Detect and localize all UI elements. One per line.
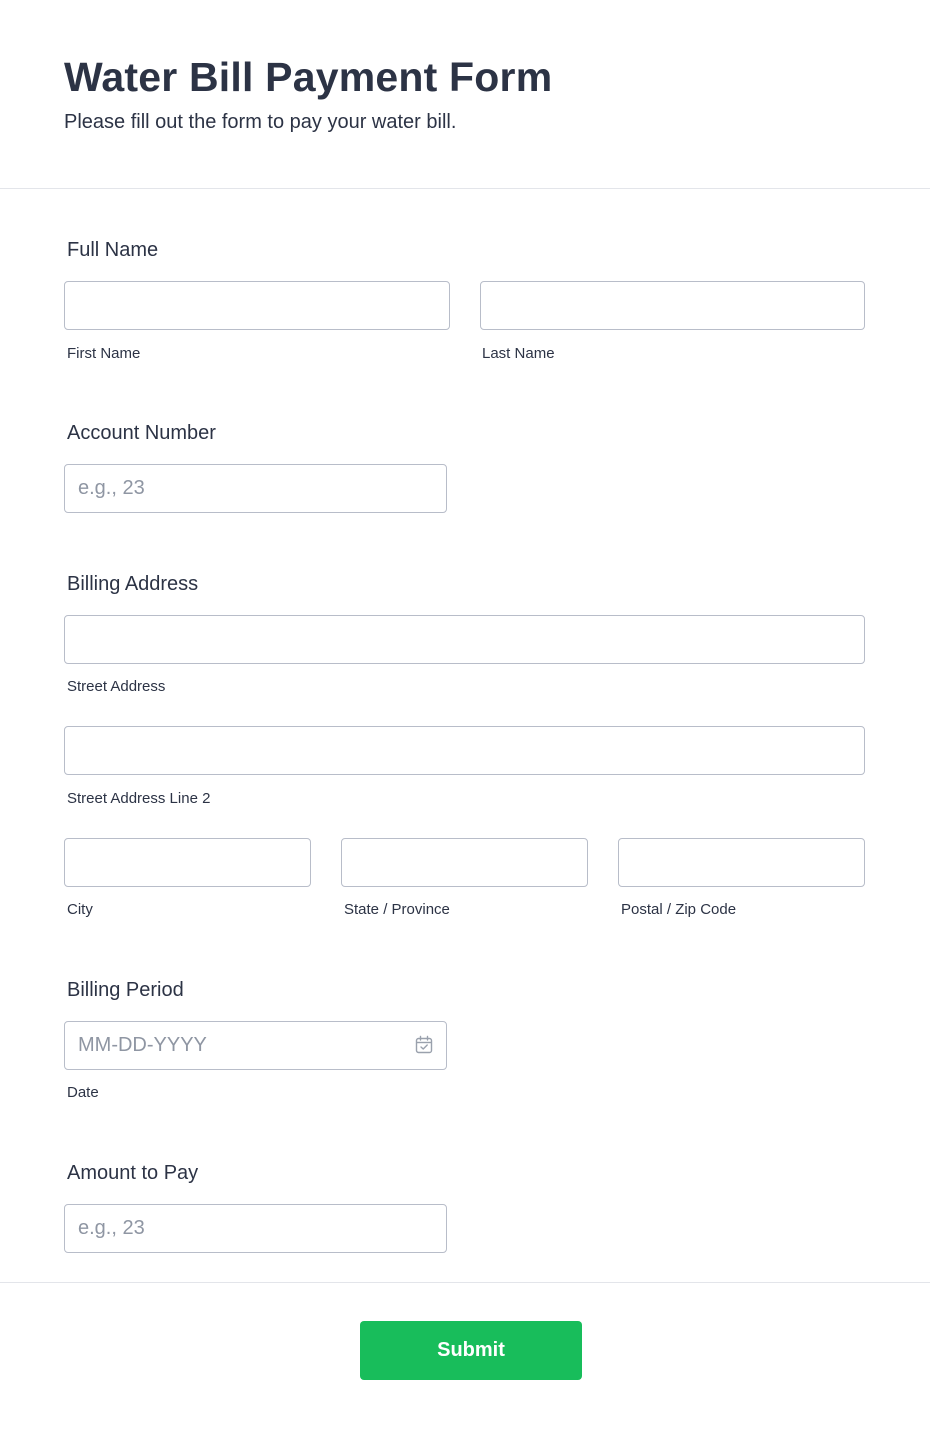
last-name-input[interactable]: [480, 281, 865, 330]
street-address-sublabel: Street Address: [67, 678, 166, 695]
amount-to-pay-label: Amount to Pay: [67, 1162, 199, 1184]
form-title: Water Bill Payment Form: [64, 54, 553, 100]
state-province-sublabel: State / Province: [344, 901, 450, 918]
first-name-sublabel: First Name: [67, 345, 141, 362]
first-name-input[interactable]: [64, 281, 450, 330]
street-address-line2-input[interactable]: [64, 726, 865, 775]
calendar-icon[interactable]: [414, 1035, 434, 1055]
street-address-line2-sublabel: Street Address Line 2: [67, 790, 211, 807]
last-name-sublabel: Last Name: [482, 345, 555, 362]
billing-address-label: Billing Address: [67, 573, 199, 595]
submit-button[interactable]: Submit: [360, 1321, 582, 1380]
street-address-input[interactable]: [64, 615, 865, 664]
billing-period-label: Billing Period: [67, 979, 184, 1001]
city-input[interactable]: [64, 838, 311, 887]
account-number-input[interactable]: [64, 464, 447, 513]
state-province-input[interactable]: [341, 838, 588, 887]
account-number-label: Account Number: [67, 422, 216, 444]
postal-zip-sublabel: Postal / Zip Code: [621, 901, 737, 918]
footer-divider: [0, 1282, 930, 1283]
form-header: [0, 0, 930, 189]
amount-input[interactable]: [64, 1204, 447, 1253]
date-sublabel: Date: [67, 1084, 99, 1101]
city-sublabel: City: [67, 901, 93, 918]
full-name-label: Full Name: [67, 239, 159, 261]
form-subtitle: Please fill out the form to pay your water bill.: [64, 111, 457, 133]
date-input[interactable]: [64, 1021, 447, 1070]
postal-zip-input[interactable]: [618, 838, 865, 887]
